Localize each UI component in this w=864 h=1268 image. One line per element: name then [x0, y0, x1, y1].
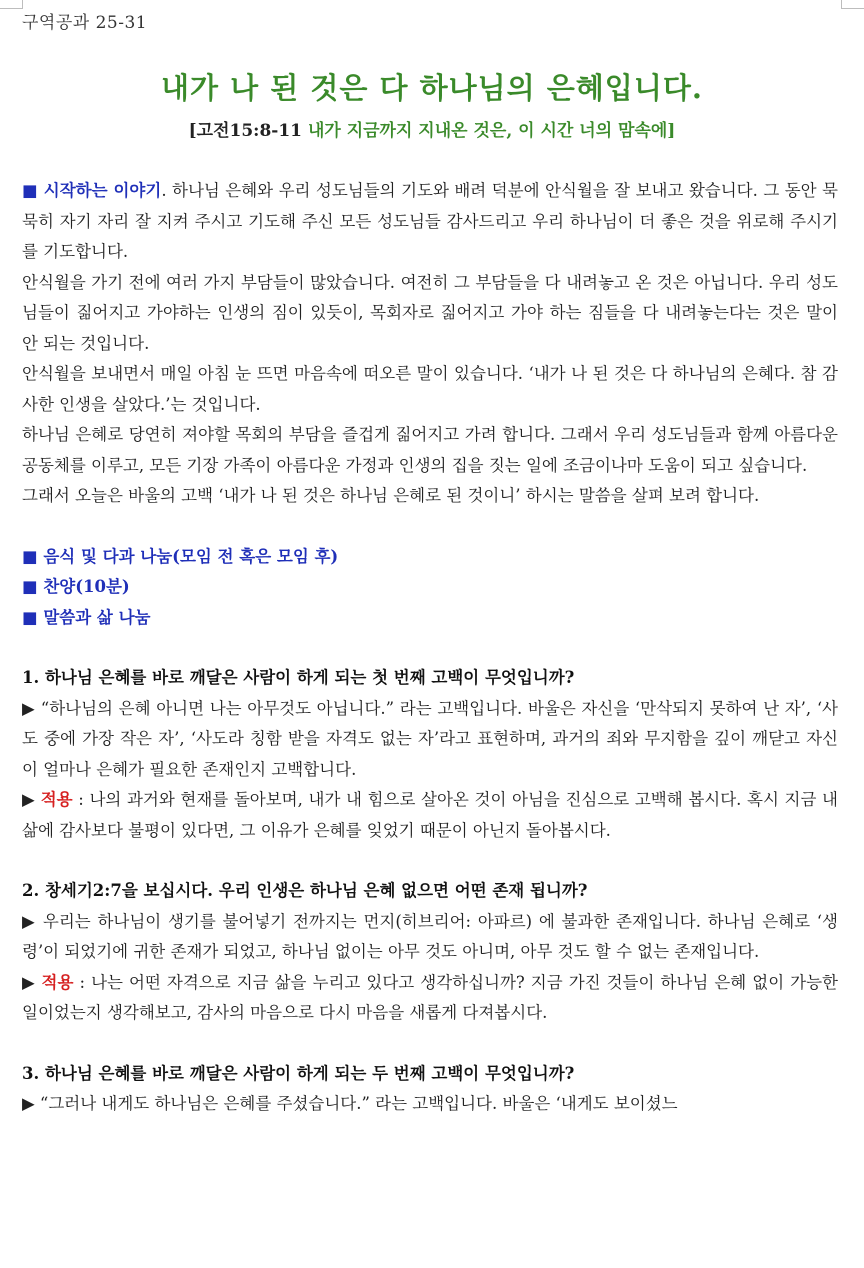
page-title: 내가 나 된 것은 다 하나님의 은혜입니다.	[161, 71, 703, 105]
arrow-icon: ▶	[22, 972, 42, 992]
intro-paragraph-1	[22, 176, 838, 268]
intro-paragraph-5: 그래서 오늘은 바울의 고백 ‘내가 나 된 것은 하나님 은혜로 된 것이니’ 하시는 말씀을 살펴 보려 합니다.	[22, 486, 760, 505]
crop-mark-top-right	[841, 0, 864, 9]
answer-1: ▶ “하나님의 은혜 아니면 나는 아무것도 아닙니다.” 라는 고백입니다. 바울은 자신을 ‘만삭되지 못하여 난 자’, ‘사도 중에 가장 작은 자’, ‘사도라 칭함 받을 자격도 없는 자’라고 표현하며, 과거의 죄와 무지함을 깊이 깨닫고 자신이 얼마나 은혜가 필요한 존재인지 고백합니다.	[22, 698, 838, 779]
intro-marker: ■ 시작하는 이야기	[22, 181, 162, 200]
scripture-reference: [고전15:8-11	[188, 121, 303, 141]
intro-paragraph-2: 안식월을 가기 전에 여러 가지 부담들이 많았습니다. 여전히 그 부담들을 다 내려놓고 온 것은 아닙니다. 우리 성도님들이 짊어지고 가야하는 인생의 짐이 있듯이, 목회자로 짊어지고 가야 하는 짐들을 다 내려놓는다는 것은 말이 안 되는 것입니다.	[22, 272, 838, 353]
apply-text: : 나는 어떤 자격으로 지금 삶을 누리고 있다고 생각하십니까? 지금 가진 것들이 하나님 은혜 없이 가능한 일이었는지 생각해보고, 감사의 마음으로 다시 마음을 새롭게 다져봅시다.	[22, 972, 838, 1022]
hymn-reference: 내가 지금까지 지내온 것은, 이 시간 너의 맘속에]	[307, 121, 676, 141]
document-body	[22, 176, 838, 1120]
answer-3: ▶ “그러나 내게도 하나님은 은혜를 주셨습니다.” 라는 고백입니다. 바울은 ‘내게도 보이셨느	[22, 1094, 678, 1113]
section-word-life: ■ 말씀과 삶 나눔	[22, 607, 151, 627]
apply-text: : 나의 과거와 현재를 돌아보며, 내가 내 힘으로 살아온 것이 아님을 진심으로 고백해 봅시다. 혹시 지금 내 삶에 감사보다 불평이 있다면, 그 이유가 은혜를 잊었기 때문이 아닌지 돌아봅시다.	[22, 790, 838, 840]
apply-label: 적용	[40, 790, 73, 809]
section-worship: ■ 찬양(10분)	[22, 577, 130, 596]
answer-2: ▶ 우리는 하나님이 생기를 불어넣기 전까지는 먼지(히브리어: 아파르) 에 불과한 존재입니다. 하나님 은혜로 ‘생령’이 되었기에 귀한 존재가 되었고, 하나님 없이는 아무 것도 아니며, 아무 것도 할 수 없는 존재입니다.	[22, 911, 838, 961]
page-subtitle	[0, 116, 864, 141]
application-2	[22, 968, 838, 1029]
intro-paragraph-4: 하나님 은혜로 당연히 져야할 목회의 부담을 즐겁게 짊어지고 가려 합니다. 그래서 우리 성도님들과 함께 아름다운 공동체를 이루고, 모든 기장 가족이 아름다운 가정과 인생의 집을 짓는 일에 조금이나마 도움이 되고 싶습니다.	[22, 425, 838, 475]
question-3: 3. 하나님 은혜를 바로 깨달은 사람이 하게 되는 두 번째 고백이 무엇입니까?	[22, 1063, 575, 1083]
question-1: 1. 하나님 은혜를 바로 깨달은 사람이 하게 되는 첫 번째 고백이 무엇입니까?	[22, 668, 575, 687]
document-header-label: 구역공과 25-31	[22, 13, 148, 33]
apply-label: 적용	[41, 972, 74, 992]
application-1	[22, 785, 838, 846]
intro-text-1: . 하나님 은혜와 우리 성도님들의 기도와 배려 덕분에 안식월을 잘 보내고 왔습니다. 그 동안 묵묵히 자기 자리 잘 지켜 주시고 기도해 주신 모든 성도님들 감사드리고 우리 하나님이 더 좋은 것을 위로해 주시기를 기도합니다.	[22, 181, 838, 261]
crop-mark-top-left	[0, 0, 23, 9]
intro-paragraph-3: 안식월을 보내면서 매일 아침 눈 뜨면 마음속에 떠오른 말이 있습니다. ‘내가 나 된 것은 다 하나님의 은혜다. 참 감사한 인생을 살았다.’는 것입니다.	[22, 364, 838, 414]
question-2: 2. 창세기2:7을 보십시다. 우리 인생은 하나님 은혜 없으면 어떤 존재 됩니까?	[22, 881, 588, 900]
section-food: ■ 음식 및 다과 나눔(모임 전 혹은 모임 후)	[22, 546, 339, 566]
arrow-icon: ▶	[22, 790, 41, 809]
